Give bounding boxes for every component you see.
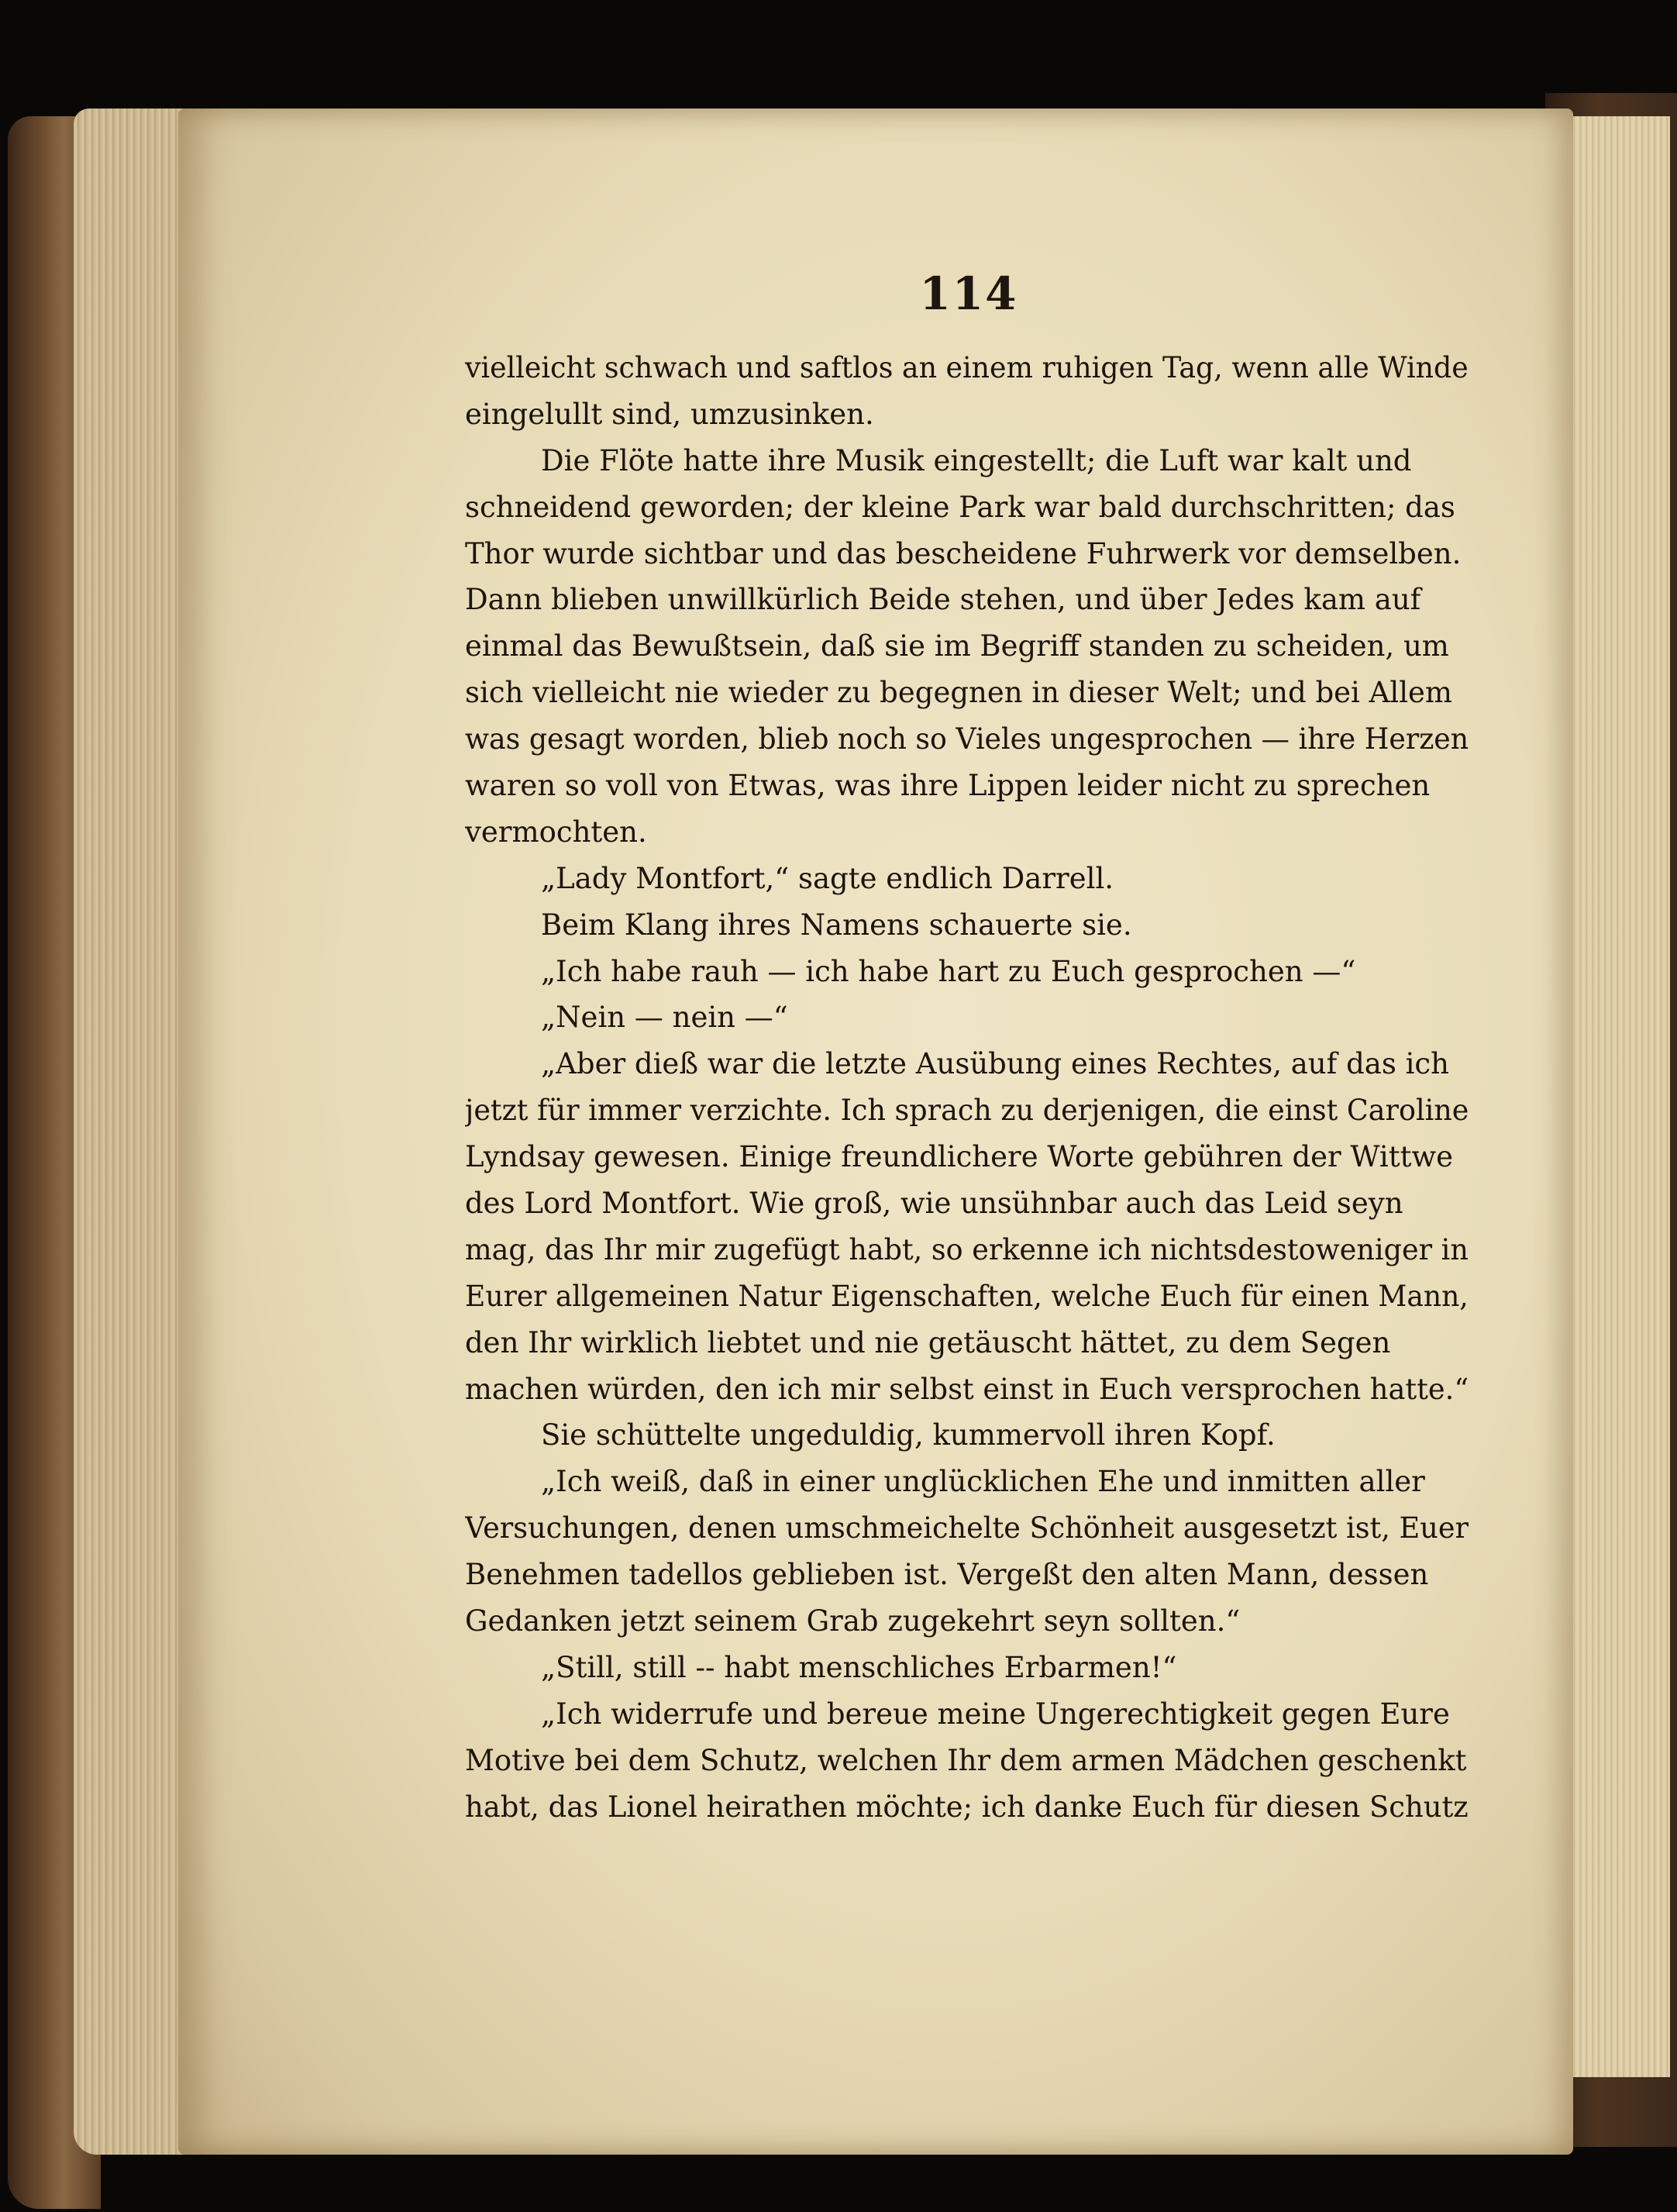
text-line: Benehmen tadellos geblieben ist. Vergeßt den alten Mann, dessen: [465, 1558, 1429, 1592]
text-line: des Lord Montfort. Wie groß, wie unsühnbar auch das Leid seyn: [465, 1187, 1403, 1221]
text-line: Gedanken jetzt seinem Grab zugekehrt seyn sollten.“: [465, 1604, 1241, 1638]
text-line: Die Flöte hatte ihre Musik eingestellt; die Luft war kalt und: [541, 443, 1412, 477]
text-line: was gesagt worden, blieb noch so Vieles ungesprochen — ihre Herzen: [465, 722, 1469, 756]
text-line: Dann blieben unwillkürlich Beide stehen, und über Jedes kam auf: [465, 583, 1421, 617]
text-line: mag, das Ihr mir zugefügt habt, so erkenne ich nichtsdestoweniger in: [465, 1232, 1469, 1266]
text-line: den Ihr wirklich liebtet und nie getäuscht hättet, zu dem Segen: [465, 1325, 1391, 1359]
text-line: vermochten.: [465, 815, 647, 849]
text-line: Motive bei dem Schutz, welchen Ihr dem armen Mädchen geschenkt: [465, 1743, 1467, 1777]
text-line: habt, das Lionel heirathen möchte; ich danke Euch für diesen Schutz: [465, 1790, 1469, 1824]
text-line: „Aber dieß war die letzte Ausübung eines Rechtes, auf das ich: [541, 1047, 1449, 1081]
text-line: Lyndsay gewesen. Einige freundlichere Worte gebühren der Wittwe: [465, 1140, 1454, 1174]
text-line: machen würden, den ich mir selbst einst in Euch versprochen hatte.“: [465, 1372, 1469, 1406]
text-line: vielleicht schwach und saftlos an einem ruhigen Tag, wenn alle Winde: [465, 351, 1469, 384]
text-line: schneidend geworden; der kleine Park war bald durchschritten; das: [465, 490, 1455, 524]
text-line: Versuchungen, denen umschmeichelte Schönheit ausgesetzt ist, Euer: [465, 1511, 1469, 1545]
text-line: „Nein — nein —“: [541, 1001, 788, 1035]
text-line: sich vielleicht nie wieder zu begegnen in dieser Welt; und bei Allem: [465, 676, 1453, 710]
text-line: „Ich habe rauh — ich habe hart zu Euch gesprochen —“: [541, 954, 1356, 988]
text-line: waren so voll von Etwas, was ihre Lippen leider nicht zu sprechen: [465, 769, 1431, 803]
page-text: [465, 345, 1469, 1831]
text-line: Sie schüttelte ungeduldig, kummervoll ihren Kopf.: [541, 1418, 1276, 1452]
text-line: jetzt für immer verzichte. Ich sprach zu derjenigen, die einst Caroline: [465, 1094, 1469, 1128]
text-line: eingelullt sind, umzusinken.: [465, 397, 874, 431]
page-number: 114: [919, 267, 1018, 320]
text-line: Eurer allgemeinen Natur Eigenschaften, welche Euch für einen Mann,: [465, 1279, 1469, 1313]
text-line: „Still, still -- habt menschliches Erbarmen!“: [541, 1650, 1177, 1684]
text-line: „Ich widerrufe und bereue meine Ungerechtigkeit gegen Eure: [541, 1697, 1450, 1731]
text-line: Beim Klang ihres Namens schauerte sie.: [541, 908, 1132, 942]
text-line: „Ich weiß, daß in einer unglücklichen Ehe und inmitten aller: [541, 1465, 1425, 1499]
text-line: Thor wurde sichtbar und das bescheidene Fuhrwerk vor demselben.: [465, 536, 1462, 570]
text-line: „Lady Montfort,“ sagte endlich Darrell.: [541, 861, 1114, 895]
text-line: einmal das Bewußtsein, daß sie im Begriff standen zu scheiden, um: [465, 629, 1449, 663]
